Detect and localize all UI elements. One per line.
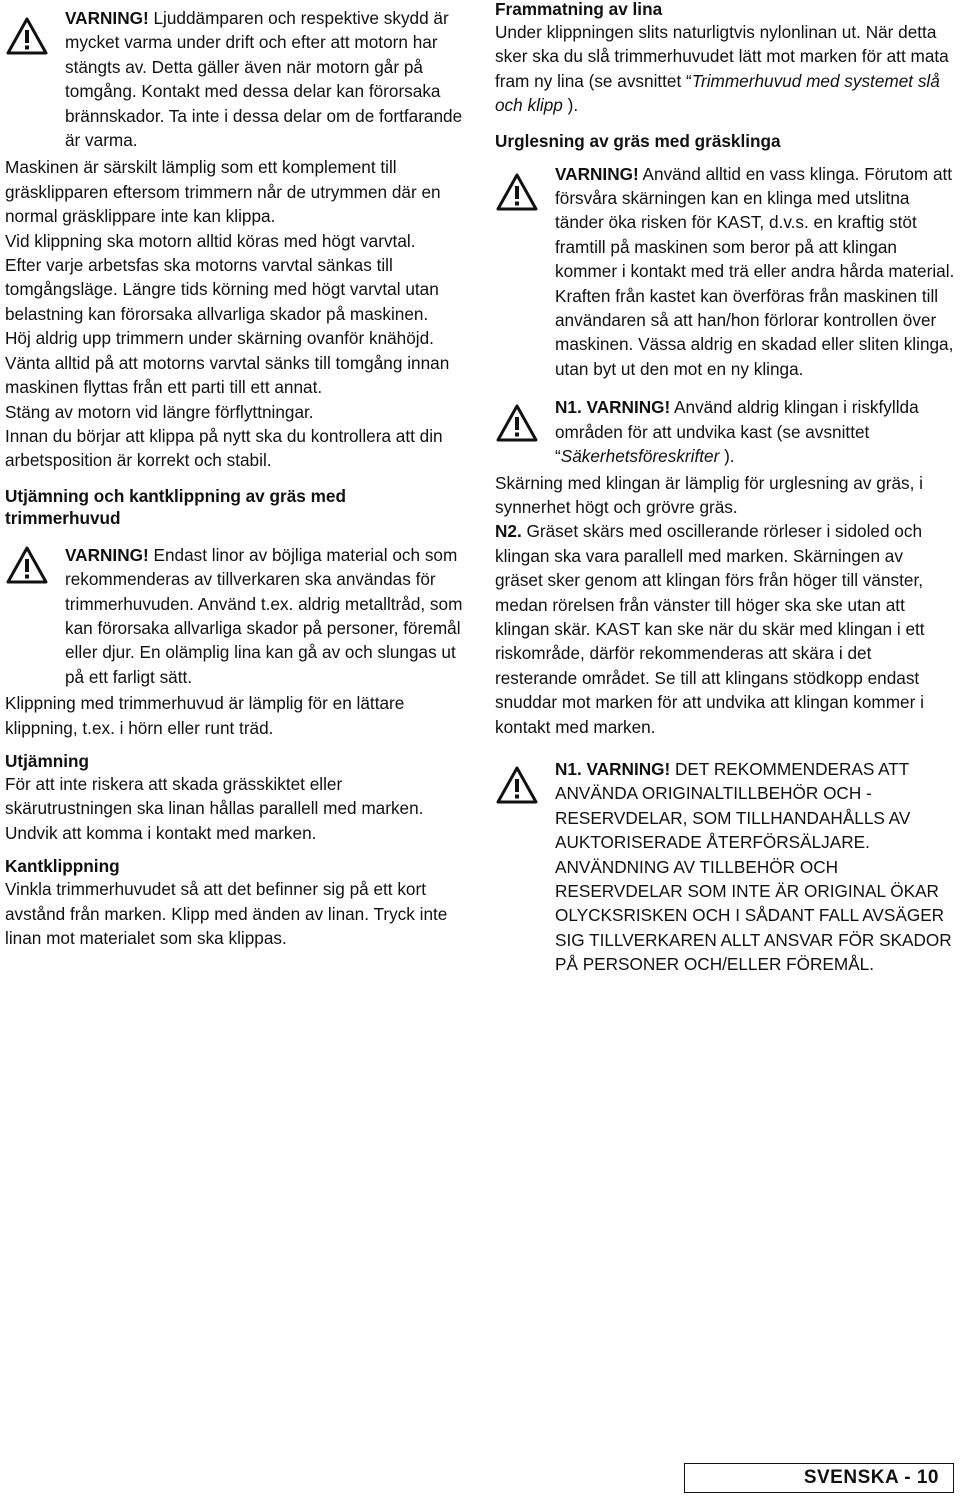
warning-triangle-icon [495, 172, 539, 212]
right-column [495, 0, 955, 977]
warning-triangle-icon [5, 545, 49, 585]
paragraph-text: ). [562, 95, 579, 116]
warning-triangle-icon [495, 765, 539, 805]
page-footer [684, 1463, 954, 1493]
paragraph-text: Gräset skärs med oscillerande rörleser i sidoled och klingan ska vara parallell med marken. Skärningen av gräset sker genom att klingan förs från höger till vänster, medan rörelsen från vänster till höger ska ske utan att klingan skär. KAST kan ske när du skär med klingan i ett riskområde, därför rekommenderas att skära i det resterande området. Se till att klingans stödkopp endast snuddar mot marken för att undvika att klingan kommer i kontakt med marken. [495, 521, 925, 737]
warning-block-line-material [5, 543, 465, 689]
paragraph: Maskinen är särskilt lämplig som ett komplement till gräsklipparen eftersom trimmern når de utrymmen där en normal gräsklippare inte kan klippa. [5, 157, 441, 227]
section-heading: Utjämning [5, 750, 90, 771]
warning-text: Använd aldrig klingan i riskfyllda områden för att undvika kast (se avsnittet “ [555, 397, 919, 467]
warning-block-hot-parts [5, 0, 465, 152]
step-label: N2. [495, 521, 522, 542]
paragraph: Vid klippning ska motorn alltid köras med högt varvtal. [5, 230, 416, 251]
warning-text: Endast linor av böjliga material och som rekommenderas av tillverkaren ska användas för trimmerhuvuden. Använd t.ex. aldrig metalltråd, som kan förorsaka allvarliga skador på personer, föremål eller djur. En olämplig lina kan gå av och slungas ut på ett farligt sätt. [65, 544, 463, 687]
warning-block-risk-areas [495, 395, 955, 468]
paragraph: För att inte riskera att skada grässkiktet eller skärutrustningen ska linan hållas parallell med marken. Undvik att komma i kontakt med marken. [5, 773, 424, 843]
warning-text: Ljuddämparen och respektive skydd är mycket varma under drift och efter att motorn har stängts av. Detta gäller även när motorn går på tomgång. Kontakt med dessa delar kan förorsaka brännskador. Ta inte i dessa delar om de fortfarande är varma. [65, 8, 463, 151]
warning-label: N1. VARNING! [555, 758, 671, 779]
warning-text: Använd alltid en vass klinga. Förutom att försvåra skärningen kan en klinga med utslitna tänder öka risken för KAST, d.v.s. en kraftig stöt framtill på maskinen som beror på att klingan kommer i kontakt med trä eller andra hårda material. Kraften från kastet kan överföras från maskinen till användaren så att han/hon förlorar kontrollen över maskinen. Vässa aldrig en skadad eller sliten klinga, utan byt ut den mot en ny klinga. [555, 163, 955, 379]
paragraph [495, 519, 955, 739]
page-number-label: SVENSKA - 10 [803, 1467, 939, 1488]
paragraph: Efter varje arbetsfas ska motorns varvtal sänkas till tomgångsläge. Längre tids körning med högt varvtal utan belastning kan förorsaka allvarliga skador på maskinen. [5, 255, 439, 324]
paragraph: Vänta alltid på att motorns varvtal sänks till tomgång innan maskinen flyttas från ett parti till ett annat. [5, 352, 450, 398]
left-column [5, 0, 467, 950]
warning-label: VARNING! [65, 544, 149, 565]
section-reference: Säkerhetsföreskrifter [560, 446, 720, 467]
section-heading: Utjämning och kantklippning av gräs med trimmerhuvud [5, 485, 346, 528]
warning-label: VARNING! [65, 8, 149, 28]
paragraph: Vinkla trimmerhuvudet så att det befinner sig på ett kort avstånd från marken. Klipp med änden av linan. Tryck inte linan mot materialet som ska klippas. [5, 879, 448, 948]
warning-triangle-icon [5, 16, 49, 56]
warning-block-sharp-blade [495, 162, 955, 382]
paragraph: Skärning med klingan är lämplig för urglesning av gräs, i synnerhet högt och grövre gräs. [495, 472, 923, 517]
section-heading: Frammatning av lina [495, 0, 663, 19]
section-reference: Trimmerhuvud med systemet slå och klipp [495, 70, 940, 116]
paragraph [495, 20, 955, 118]
paragraph: Innan du börjar att klippa på nytt ska du kontrollera att din arbetsposition är korrekt och stabil. [5, 425, 443, 471]
warning-triangle-icon [495, 403, 539, 443]
section-heading: Kantklippning [5, 856, 120, 877]
section-heading: Urglesning av gräs med gräsklinga [495, 130, 781, 151]
warning-block-original-parts [495, 757, 955, 977]
warning-label: N1. VARNING! [555, 397, 671, 418]
warning-label: VARNING! [555, 163, 639, 184]
paragraph: Klippning med trimmerhuvud är lämplig för en lättare klippning, t.ex. i hörn eller runt träd. [5, 693, 405, 738]
paragraph: Stäng av motorn vid längre förflyttningar. [5, 401, 314, 422]
warning-text: ). [719, 446, 735, 467]
warning-text: DET REKOMMENDERAS ATT ANVÄNDA ORIGINALTILLBEHÖR OCH - RESERVDELAR, SOM TILLHANDAHÅLLS AV AUKTORISERADE ÅTERFÖRSÄLJARE. ANVÄNDNING AV TILLBEHÖR OCH RESERVDELAR SOM INTE ÄR ORIGINAL ÖKAR OLYCKSRISKEN OCH I SÅDANT FALL AVSÄGER SIG TILLVERKAREN ALLT ANSVAR FÖR SKADOR PÅ PERSONER OCH/ELLER FÖREMÅL. [555, 758, 952, 975]
paragraph: Höj aldrig upp trimmern under skärning ovanför knähöjd. [5, 328, 434, 349]
paragraph-text: Under klippningen slits naturligtvis nylonlinan ut. När detta sker ska du slå trimmerhuvudet lätt mot marken för att mata fram ny lina (se avsnittet “ [495, 22, 949, 91]
